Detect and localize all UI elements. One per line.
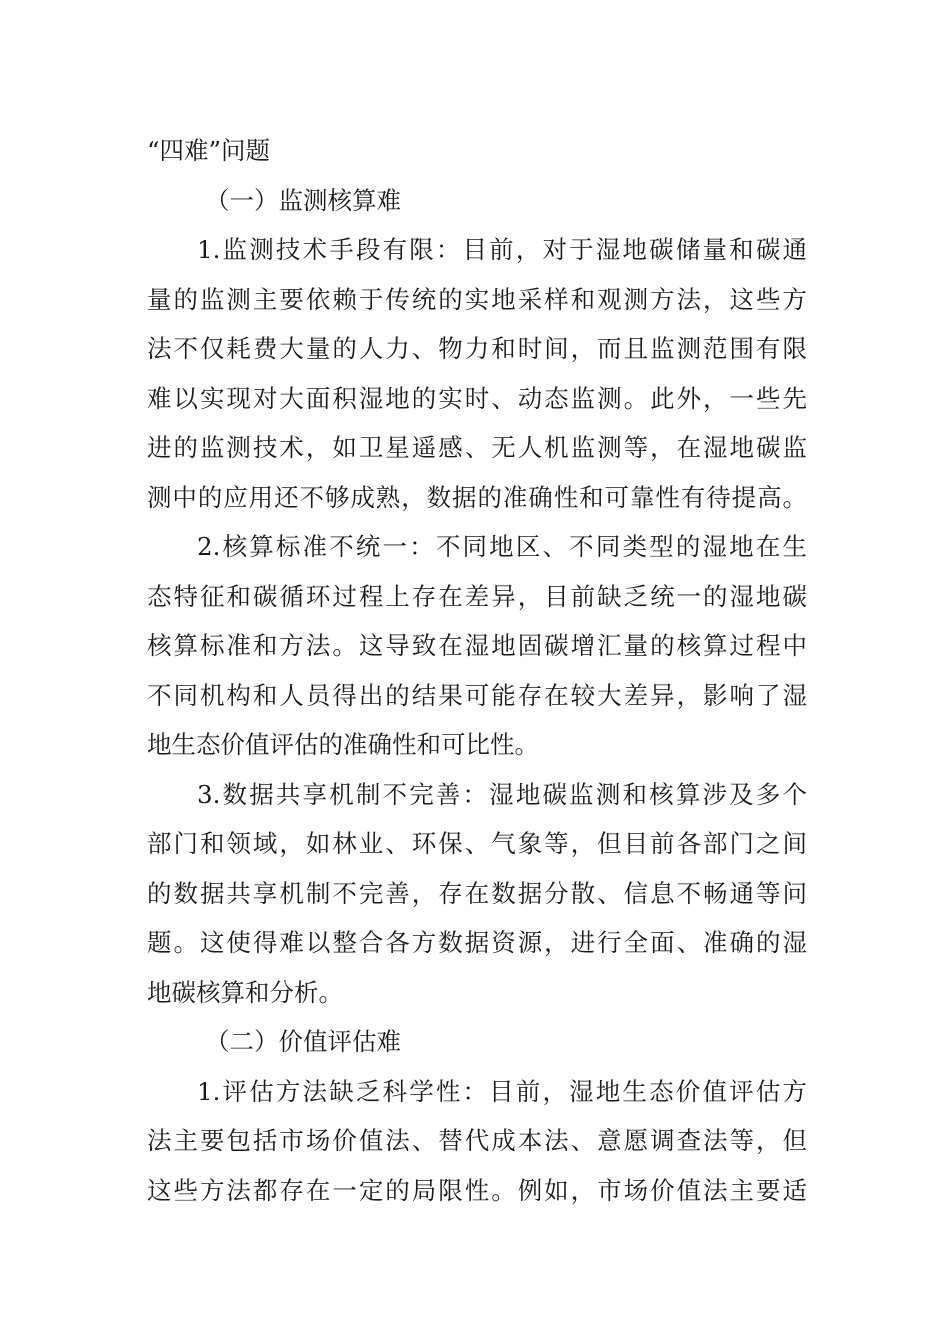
text-line: 地生态价值评估的准确性和可比性。 xyxy=(147,730,539,759)
section-1-paragraph-3 xyxy=(147,770,807,1018)
text-line: 不同机构和人员得出的结果可能存在较大差异，影响了湿 xyxy=(147,680,807,710)
text-line: 3.数据共享机制不完善：湿地碳监测和核算涉及多个 xyxy=(197,779,807,809)
document-body xyxy=(147,126,807,1215)
text-line: 地碳核算和分析。 xyxy=(147,977,343,1007)
text-line: 2.核算标准不统一：不同地区、不同类型的湿地在生 xyxy=(197,532,807,561)
text-line: 题。这使得难以整合各方数据资源，进行全面、准确的湿 xyxy=(147,928,807,957)
section-2-title: （二）价值评估难 xyxy=(205,1027,401,1056)
text-line: 核算标准和方法。这导致在湿地固碳增汇量的核算过程中 xyxy=(147,631,807,660)
section-2-paragraph-1 xyxy=(147,1067,807,1216)
section-1-title: （一）监测核算难 xyxy=(205,185,401,215)
text-line: 难以实现对大面积湿地的实时、动态监测。此外，一些先 xyxy=(147,383,807,413)
text-line: 态特征和碳循环过程上存在差异，目前缺乏统一的湿地碳 xyxy=(147,581,807,611)
text-line: 的数据共享机制不完善，存在数据分散、信息不畅通等问 xyxy=(147,878,807,908)
text-line: 测中的应用还不够成熟，数据的准确性和可靠性有待提高。 xyxy=(147,482,807,512)
section-1-paragraph-2 xyxy=(147,522,807,770)
text-line: 进的监测技术，如卫星遥感、无人机监测等，在湿地碳监 xyxy=(147,433,807,462)
text-line: 1.评估方法缺乏科学性：目前，湿地生态价值评估方 xyxy=(197,1076,807,1106)
text-line: 量的监测主要依赖于传统的实地采样和观测方法，这些方 xyxy=(147,284,807,314)
section-1-paragraph-1 xyxy=(147,225,807,522)
heading-continuation: “四难”问题 xyxy=(147,136,271,165)
text-line: 法主要包括市场价值法、替代成本法、意愿调查法等，但 xyxy=(147,1126,807,1155)
text-line: 1.监测技术手段有限：目前，对于湿地碳储量和碳通 xyxy=(197,235,807,264)
text-line: 部门和领域，如林业、环保、气象等，但目前各部门之间 xyxy=(147,829,807,858)
text-line: 这些方法都存在一定的局限性。例如，市场价值法主要适 xyxy=(147,1175,807,1205)
text-line: 法不仅耗费大量的人力、物力和时间，而且监测范围有限 xyxy=(147,334,807,363)
